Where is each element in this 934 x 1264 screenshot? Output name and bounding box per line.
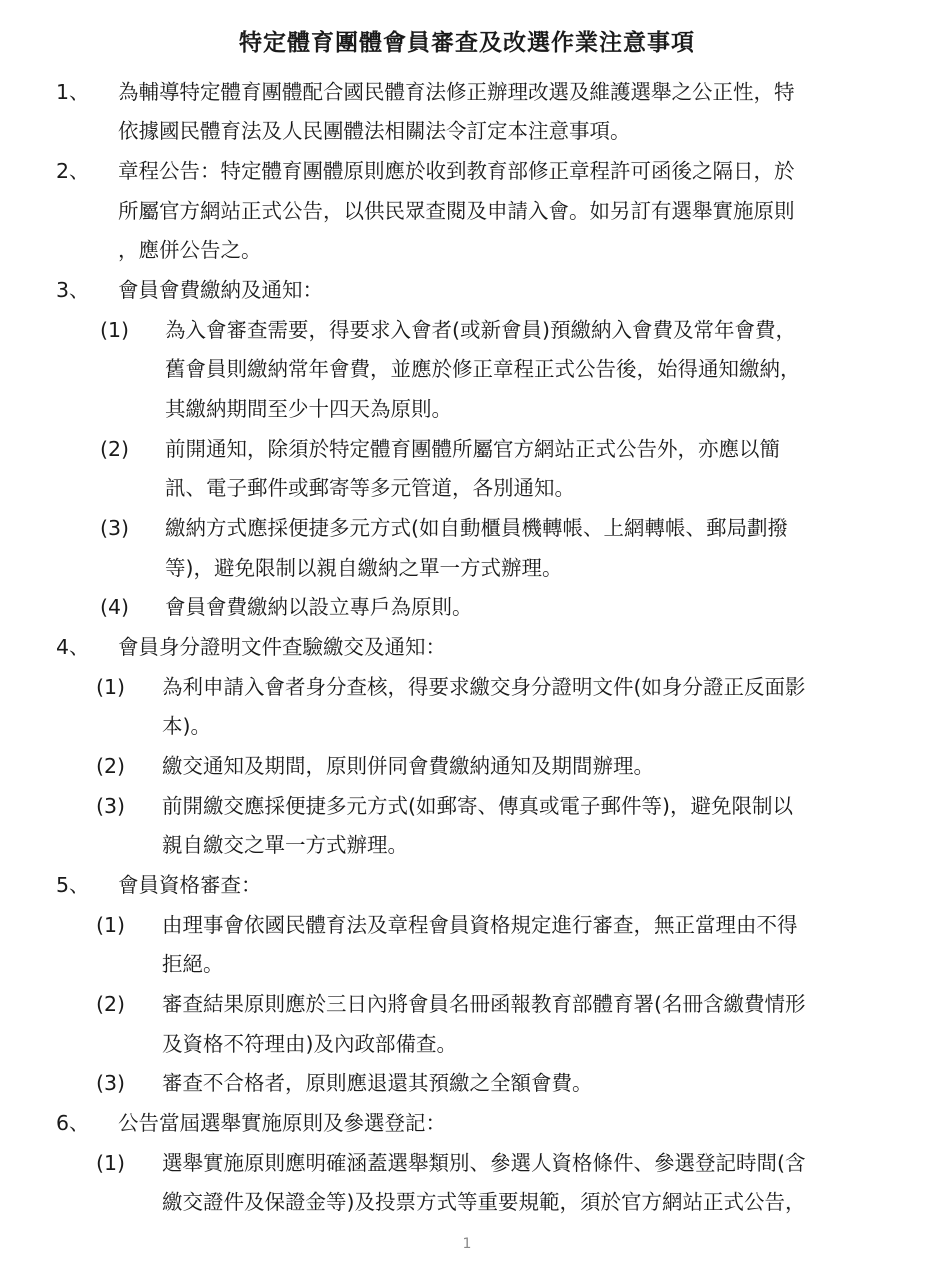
item-4-2-number: (2) xyxy=(96,754,126,778)
item-3-number: 3、 xyxy=(56,278,90,302)
item-3-4-line-1: 會員會費繳納以設立專戶為原則。 xyxy=(165,595,473,619)
document-title: 特定體育團體會員審查及改選作業注意事項 xyxy=(239,30,695,56)
item-4-3-line-1: 前開繳交應採便捷多元方式(如郵寄、傳真或電子郵件等)，避免限制以 xyxy=(162,794,793,818)
item-3-3-number: (3) xyxy=(100,516,130,540)
item-3-1-line-1: 為入會審查需要，得要求入會者(或新會員)預繳納入會費及常年會費， xyxy=(165,318,796,342)
item-1-text-line-2: 依據國民體育法及人民團體法相關法令訂定本注意事項。 xyxy=(118,119,631,143)
item-4-3-number: (3) xyxy=(96,794,126,818)
item-5-1-number: (1) xyxy=(96,913,126,937)
item-4-heading: 會員身分證明文件查驗繳交及通知： xyxy=(118,635,446,659)
item-4-1-line-2: 本)。 xyxy=(162,714,211,738)
item-2-number: 2、 xyxy=(56,159,90,183)
item-3-2-line-2: 訊、電子郵件或郵寄等多元管道，各別通知。 xyxy=(165,476,575,500)
item-3-1-number: (1) xyxy=(100,318,130,342)
item-6-1-line-1: 選舉實施原則應明確涵蓋選舉類別、參選人資格條件、參選登記時間(含 xyxy=(162,1151,806,1175)
item-5-number: 5、 xyxy=(56,873,90,897)
item-3-1-line-3: 其繳納期間至少十四天為原則。 xyxy=(165,397,452,421)
item-5-2-line-2: 及資格不符理由)及內政部備查。 xyxy=(162,1032,457,1056)
item-6-1-line-2: 繳交證件及保證金等)及投票方式等重要規範，須於官方網站正式公告， xyxy=(162,1190,806,1214)
item-3-1-line-2: 舊會員則繳納常年會費，並應於修正章程正式公告後，始得通知繳納， xyxy=(165,357,801,381)
item-6-1-number: (1) xyxy=(96,1151,126,1175)
item-3-3-line-1: 繳納方式應採便捷多元方式(如自動櫃員機轉帳、上網轉帳、郵局劃撥 xyxy=(165,516,788,540)
item-5-2-number: (2) xyxy=(96,992,126,1016)
item-5-heading: 會員資格審查： xyxy=(118,873,262,897)
item-5-3-line-1: 審查不合格者，原則應退還其預繳之全額會費。 xyxy=(162,1071,593,1095)
item-3-2-line-1: 前開通知，除須於特定體育團體所屬官方網站正式公告外，亦應以簡 xyxy=(165,437,780,461)
item-4-1-line-1: 為利申請入會者身分查核，得要求繳交身分證明文件(如身分證正反面影 xyxy=(162,675,806,699)
item-4-1-number: (1) xyxy=(96,675,126,699)
item-2-text-line-3: ，應併公告之。 xyxy=(118,238,262,262)
item-4-2-line-1: 繳交通知及期間，原則併同會費繳納通知及期間辦理。 xyxy=(162,754,654,778)
item-1-number: 1、 xyxy=(56,80,90,104)
item-3-heading: 會員會費繳納及通知： xyxy=(118,278,323,302)
item-3-4-number: (4) xyxy=(100,595,130,619)
item-4-number: 4、 xyxy=(56,635,90,659)
item-3-2-number: (2) xyxy=(100,437,130,461)
item-3-3-line-2: 等)，避免限制以親自繳納之單一方式辦理。 xyxy=(165,556,563,580)
item-1-text-line-1: 為輔導特定體育團體配合國民體育法修正辦理改選及維護選舉之公正性，特 xyxy=(118,80,795,104)
item-5-2-line-1: 審查結果原則應於三日內將會員名冊函報教育部體育署(名冊含繳費情形 xyxy=(162,992,806,1016)
item-2-text-line-2: 所屬官方網站正式公告，以供民眾查閱及申請入會。如另訂有選舉實施原則 xyxy=(118,199,795,223)
item-2-text-line-1: 章程公告：特定體育團體原則應於收到教育部修正章程許可函後之隔日，於 xyxy=(118,159,795,183)
item-5-1-line-1: 由理事會依國民體育法及章程會員資格規定進行審查，無正當理由不得 xyxy=(162,913,798,937)
page-number: 1 xyxy=(462,1236,472,1252)
item-5-3-number: (3) xyxy=(96,1071,126,1095)
item-6-number: 6、 xyxy=(56,1111,90,1135)
item-4-3-line-2: 親自繳交之單一方式辦理。 xyxy=(162,833,408,857)
item-5-1-line-2: 拒絕。 xyxy=(162,952,224,976)
item-6-heading: 公告當屆選舉實施原則及參選登記： xyxy=(118,1111,446,1135)
